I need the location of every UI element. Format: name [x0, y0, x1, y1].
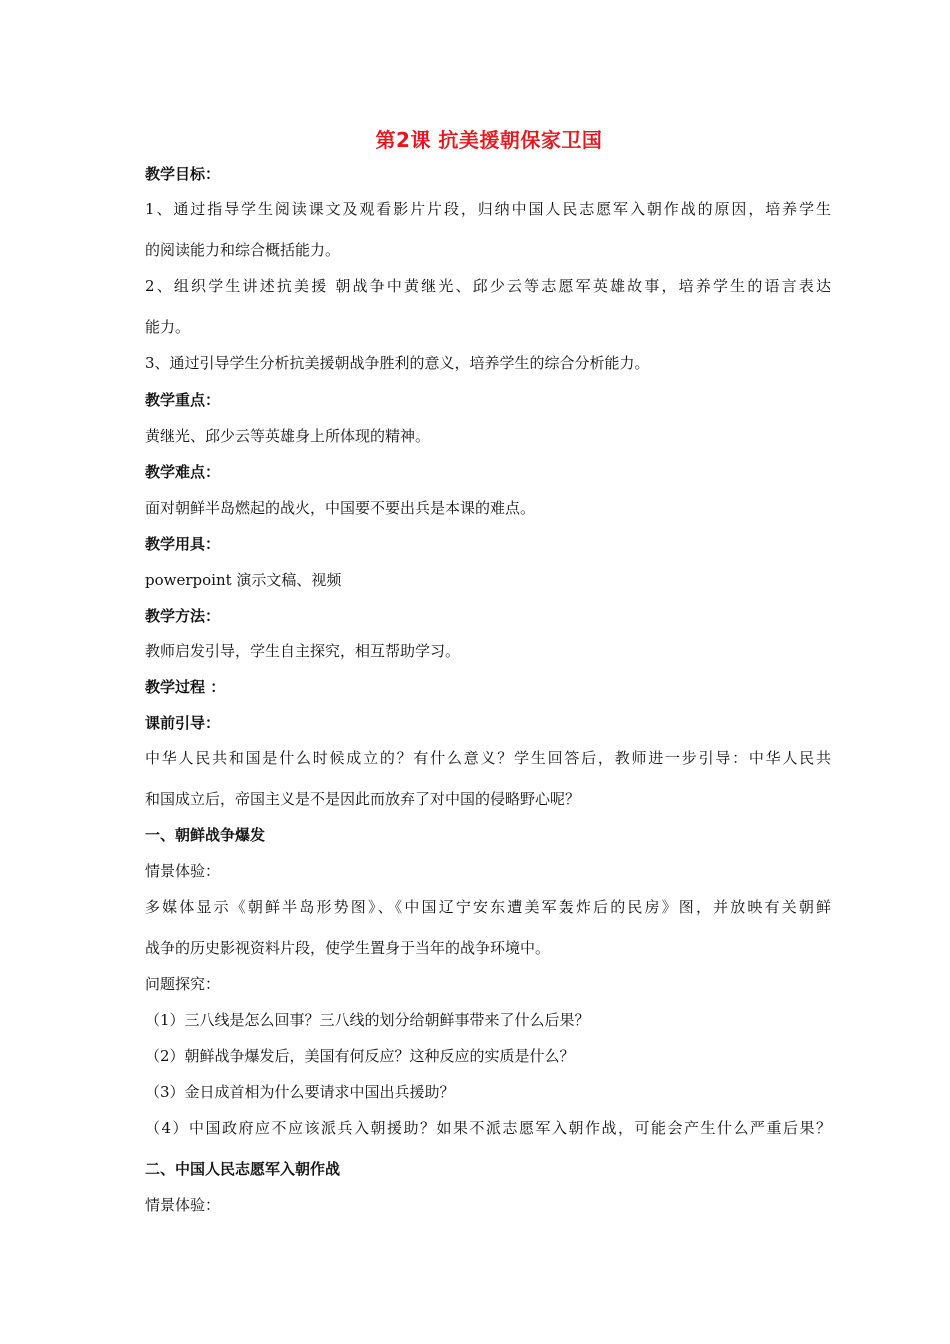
question-4: （4）中国政府应不应该派兵入朝援助？如果不派志愿军入朝作战，可能会产生什么严重后果？	[145, 1119, 831, 1137]
pre-guide-line-1: 中华人民共和国是什么时候成立的？有什么意义？学生回答后，教师进一步引导：中华人民共	[145, 749, 831, 767]
goal-heading: 教学目标：	[145, 165, 221, 183]
key-text: 黄继光、邱少云等英雄身上所体现的精神。	[145, 427, 431, 445]
lesson-title: 第2课 抗美援朝保家卫国	[375, 128, 603, 152]
section-1-scene-label: 情景体验：	[145, 862, 221, 880]
section-1-text-line-1: 多媒体显示《朝鲜半岛形势图》、《中国辽宁安东遭美军轰炸后的民房》图，并放映有关朝鲜	[145, 898, 831, 916]
question-1: （1）三八线是怎么回事？三八线的划分给朝鲜事带来了什么后果？	[145, 1011, 590, 1029]
tools-text: powerpoint 演示文稿、视频	[145, 571, 342, 589]
method-heading: 教学方法：	[145, 607, 221, 625]
tools-heading: 教学用具：	[145, 535, 221, 553]
goal-1-line-1: 1、通过指导学生阅读课文及观看影片片段，归纳中国人民志愿军入朝作战的原因，培养学生	[145, 200, 831, 218]
goal-2-line-1: 2、组织学生讲述抗美援 朝战争中黄继光、邱少云等志愿军英雄故事，培养学生的语言表达	[145, 277, 831, 295]
method-text: 教师启发引导，学生自主探究，相互帮助学习。	[145, 642, 461, 660]
section-1-text-line-2: 战争的历史影视资料片段，使学生置身于当年的战争环境中。	[145, 939, 551, 957]
section-1-inquiry-label: 问题探究：	[145, 975, 221, 993]
goal-2-line-2: 能力。	[145, 318, 191, 336]
goal-3: 3、通过引导学生分析抗美援朝战争胜利的意义，培养学生的综合分析能力。	[145, 354, 650, 372]
difficulty-heading: 教学难点：	[145, 463, 221, 481]
difficulty-text: 面对朝鲜半岛燃起的战火，中国要不要出兵是本课的难点。	[145, 499, 536, 517]
pre-guide-heading: 课前引导：	[145, 714, 221, 732]
key-heading: 教学重点：	[145, 391, 221, 409]
question-2: （2）朝鲜战争爆发后，美国有何反应？这种反应的实质是什么？	[145, 1047, 575, 1065]
process-heading: 教学过程 ：	[145, 678, 226, 696]
question-3: （3）金日成首相为什么要请求中国出兵援助？	[145, 1083, 455, 1101]
pre-guide-line-2: 和国成立后，帝国主义是不是因此而放弃了对中国的侵略野心呢？	[145, 790, 581, 808]
section-2-scene-label: 情景体验：	[145, 1196, 221, 1214]
goal-1-line-2: 的阅读能力和综合概括能力。	[145, 241, 341, 259]
section-1-heading: 一、朝鲜战争爆发	[145, 826, 266, 844]
section-2-heading: 二、中国人民志愿军入朝作战	[145, 1160, 341, 1178]
